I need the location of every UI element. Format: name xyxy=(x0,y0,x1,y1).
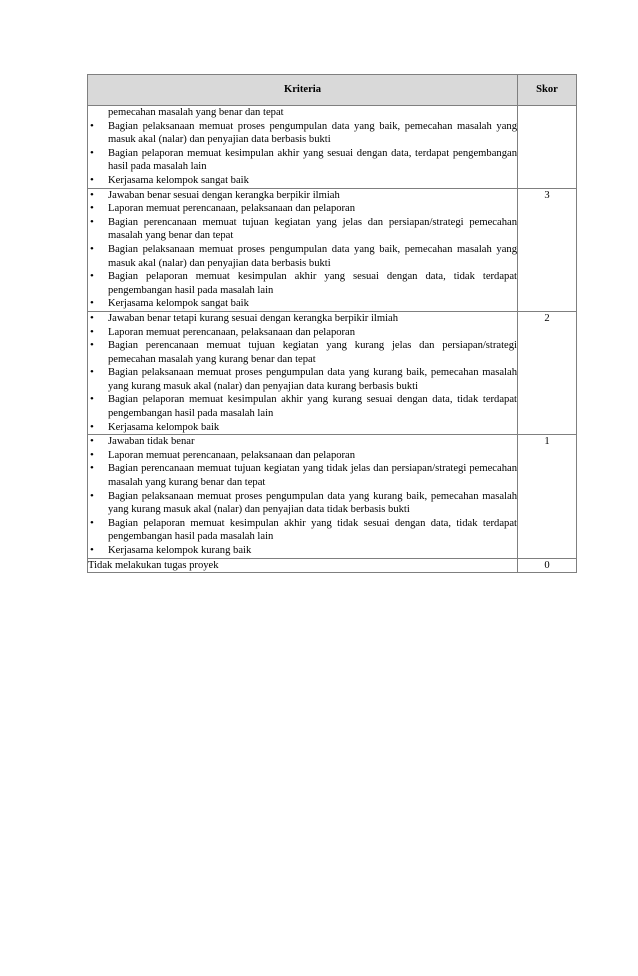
list-item: • Jawaban benar sesuai dengan kerangka berpikir ilmiah xyxy=(88,189,517,203)
list-item: • Bagian pelaksanaan memuat proses pengumpulan data yang baik, pemecahan masalah yang masuk akal (nalar) dan penyajian data berbasis bukti xyxy=(88,120,517,147)
list-item: • Jawaban benar tetapi kurang sesuai dengan kerangka berpikir ilmiah xyxy=(88,312,517,326)
header-skor: Skor xyxy=(518,75,577,106)
table-row xyxy=(88,188,577,311)
criteria-cell xyxy=(88,311,518,434)
rubric-table xyxy=(87,74,577,573)
score-cell: 2 xyxy=(518,311,577,434)
list-item: • Kerjasama kelompok baik xyxy=(88,421,517,435)
header-kriteria: Kriteria xyxy=(88,75,518,106)
table-row xyxy=(88,311,577,434)
table-row-last xyxy=(88,558,577,573)
list-item: • Laporan memuat perencanaan, pelaksanaan dan pelaporan xyxy=(88,202,517,216)
list-item: • Laporan memuat perencanaan, pelaksanaan dan pelaporan xyxy=(88,326,517,340)
list-item: • Laporan memuat perencanaan, pelaksanaan dan pelaporan xyxy=(88,449,517,463)
criteria-cell xyxy=(88,188,518,311)
list-item: • Jawaban tidak benar xyxy=(88,435,517,449)
list-item: • Bagian pelaporan memuat kesimpulan akhir yang kurang sesuai dengan data, tidak terdapat pengembangan hasil pada masalah lain xyxy=(88,393,517,420)
criteria-cell xyxy=(88,106,518,189)
list-item: • Kerjasama kelompok sangat baik xyxy=(88,297,517,311)
list-item: • Bagian perencanaan memuat tujuan kegiatan yang kurang jelas dan persiapan/strategi pemecahan masalah yang kurang benar dan tepat xyxy=(88,339,517,366)
list-item: • Bagian pelaksanaan memuat proses pengumpulan data yang kurang baik, pemecahan masalah yang kurang masuk akal (nalar) dan penyajian data kurang berbasis bukti xyxy=(88,366,517,393)
list-item: • Bagian pelaporan memuat kesimpulan akhir yang sesuai dengan data, tidak terdapat pengembangan hasil pada masalah lain xyxy=(88,270,517,297)
score-cell: 3 xyxy=(518,188,577,311)
list-item: • Bagian pelaksanaan memuat proses pengumpulan data yang baik, pemecahan masalah yang masuk akal (nalar) dan penyajian data berbasis bukti xyxy=(88,243,517,270)
score-cell: 1 xyxy=(518,435,577,558)
criteria-cell: Tidak melakukan tugas proyek xyxy=(88,558,518,573)
list-item-continuation: pemecahan masalah yang benar dan tepat xyxy=(108,107,284,118)
list-item: • Bagian pelaksanaan memuat proses pengumpulan data yang kurang baik, pemecahan masalah yang kurang masuk akal (nalar) dan penyajian data tidak berbasis bukti xyxy=(88,490,517,517)
header-row xyxy=(88,75,577,106)
score-cell: 0 xyxy=(518,558,577,573)
criteria-cell xyxy=(88,435,518,558)
list-item: • Bagian pelaporan memuat kesimpulan akhir yang tidak sesuai dengan data, tidak terdapat pengembangan hasil pada masalah lain xyxy=(88,517,517,544)
table-row xyxy=(88,106,577,189)
score-cell xyxy=(518,106,577,189)
list-item: • Bagian perencanaan memuat tujuan kegiatan yang jelas dan persiapan/strategi pemecahan masalah yang benar dan tepat xyxy=(88,216,517,243)
list-item: • Bagian perencanaan memuat tujuan kegiatan yang tidak jelas dan persiapan/strategi pemecahan masalah yang kurang benar dan tepat xyxy=(88,462,517,489)
table-row xyxy=(88,435,577,558)
list-item: • Bagian pelaporan memuat kesimpulan akhir yang sesuai dengan data, terdapat pengembangan hasil pada masalah lain xyxy=(88,147,517,174)
list-item: • Kerjasama kelompok kurang baik xyxy=(88,544,517,558)
list-item: • Kerjasama kelompok sangat baik xyxy=(88,174,517,188)
